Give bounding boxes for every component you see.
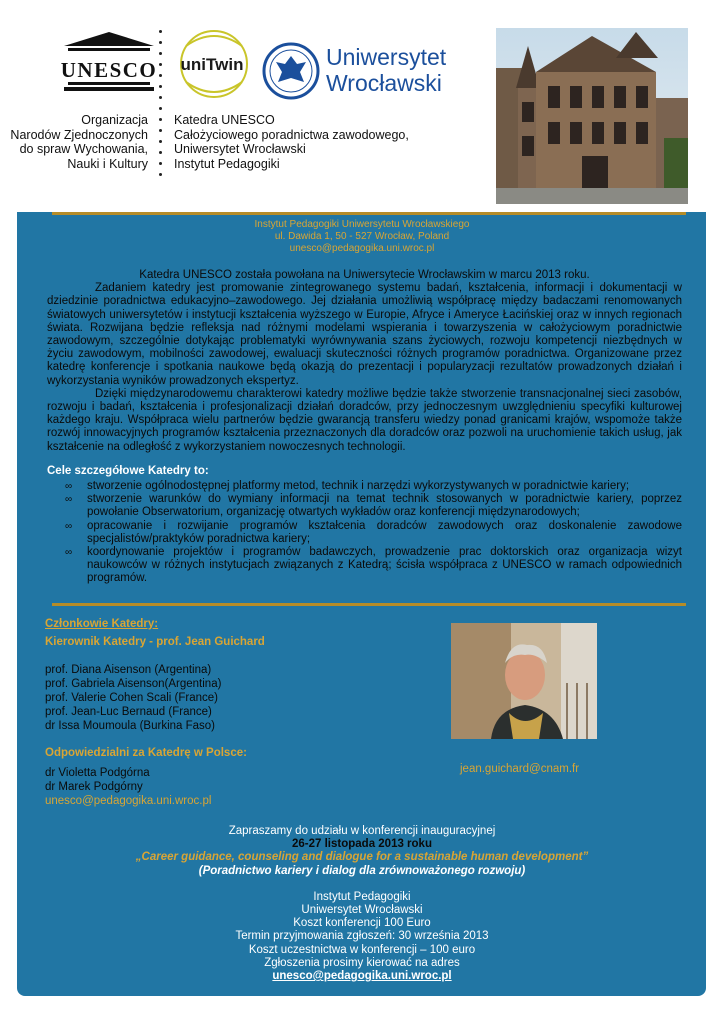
university-name-line: Uniwersytet	[326, 44, 447, 70]
katedra-line: Instytut Pedagogiki	[174, 156, 280, 171]
conference-cost: Koszt konferencji 100 Euro	[293, 917, 431, 930]
goal-item	[47, 493, 682, 519]
university-name	[326, 44, 446, 96]
university-building-photo	[496, 28, 688, 204]
unesco-logo	[60, 30, 158, 100]
participant-cost: Koszt uczestnictwa w konferencji – 100 euro	[248, 943, 476, 956]
goal-item	[47, 520, 682, 546]
unesco-logo-text: UNESCO	[60, 58, 158, 82]
header	[0, 0, 724, 212]
member-item: dr Issa Moumoula (Burkina Faso)	[45, 720, 216, 732]
institute-address	[0, 219, 724, 255]
intro-paragraph: Dzięki międzynarodowemu charakterowi katedry możliwe będzie także stworzenie transnacjonalnej sieci zasobów, rozwoju i badań, kształcenia i profesjonalizacji działań doradców, przy jednoczesnym uwzględnieniu specyfiki kulturowej każdego kraju. Współpraca wielu partnerów będzie gwarancją transferu wiedzy ponad granicami krajów, wspomoże także rozwój innowacyjnych programów kształcenia przeznaczonych dla doradców oraz pozwoli na uruchomienie takich usług, jak kształcenie na odległość z wykorzystaniem nowoczesnych technologii.	[47, 387, 682, 453]
org-line: Nauki i Kultury	[67, 156, 148, 171]
infinity-bullet-icon: ∞	[65, 494, 73, 506]
katedra-line: Całożyciowego poradnictwa zawodowego,	[174, 127, 409, 142]
main-text	[47, 269, 682, 586]
org-line: Organizacja	[81, 113, 148, 127]
conference-place: Uniwersytet Wrocławski	[301, 904, 423, 917]
org-line: do spraw Wychowania,	[19, 142, 148, 156]
conference-invite: Zapraszamy do udziału w konferencji inauguracyjnej	[228, 825, 496, 837]
poland-title: Odpowiedzialni za Katedrę w Polsce:	[45, 747, 247, 759]
university-name-line: Wrocławski	[326, 70, 442, 96]
conference-dates: 26-27 listopada 2013 roku	[292, 838, 432, 851]
members-section	[45, 617, 425, 808]
address-line: Instytut Pedagogiki Uniwersytetu Wrocławskiego	[254, 219, 470, 230]
gold-rule-middle	[52, 603, 686, 606]
poland-email-link[interactable]: unesco@pedagogika.uni.wroc.pl	[45, 795, 212, 807]
apply-text: Zgłoszenia prosimy kierować na adres	[264, 956, 460, 969]
goals-title: Cele szczegółowe Katedry to:	[47, 464, 209, 477]
members-title: Członkowie Katedry:	[45, 618, 159, 630]
unitwin-logo	[172, 26, 252, 102]
guichard-email-link[interactable]: jean.guichard@cnam.fr	[460, 763, 580, 775]
dotted-divider	[158, 30, 164, 186]
infinity-bullet-icon: ∞	[65, 481, 73, 493]
chair-head: Kierownik Katedry - prof. Jean Guichard	[45, 636, 265, 648]
conference-title-pl: (Poradnictwo kariery i dialog dla zrównoważonego rozwoju)	[198, 864, 526, 877]
org-line: Narodów Zjednoczonych	[10, 127, 148, 142]
university-seal-icon	[262, 42, 320, 100]
poland-member: dr Violetta Podgórna	[45, 767, 150, 779]
intro-paragraph: Katedra UNESCO została powołana na Uniwersytecie Wrocławskim w marcu 2013 roku.	[139, 269, 590, 281]
conference-deadline: Termin przyjmowania zgłoszeń: 30 września 2013	[235, 930, 489, 943]
goal-item	[47, 546, 682, 586]
goals-list	[47, 480, 682, 586]
address-email: unesco@pedagogika.uni.wroc.pl	[289, 243, 435, 254]
goal-text: stworzenie ogólnodostępnej platformy metod, technik i narzędzi wykorzystywanych w poradnictwie kariery;	[87, 480, 630, 493]
conference-place: Instytut Pedagogiki	[313, 890, 411, 903]
member-item: prof. Valerie Cohen Scali (France)	[45, 692, 218, 704]
goal-text: opracowanie i rozwijanie programów kształcenia doradców zawodowych oraz doskonalenie zawodowe specjalistów/praktyków poradnictwa kariery;	[87, 519, 682, 545]
goal-text: stworzenie warunków do wymiany informacji na temat technik stosowanych w poradnictwie kariery, poprzez powołanie Obserwatorium, organizację otwartych wykładów oraz konferencji międzynarodowych;	[87, 493, 682, 519]
intro-paragraph: Zadaniem katedry jest promowanie zintegrowanego systemu badań, kształcenia, informacji i dokumentacji w dziedzinie poradnictwa edukacyjno–zawodowego. Jej działania umożliwią współpracę między badaczami renomowanych światowych uniwersytetów i instytucji kształcenia wyższego w Europie, Afryce i Ameryce Łacińskiej oraz w innych regionach świata. Rozwijana będzie refleksja nad różnymi modelami wspierania i towarzyszenia w całożyciowym poradnictwie zawodowym, szczególnie dotykając problematyki wyrównywania szans życiowych, rozwoju kompetencji niezbędnych w życiu zawodowym, mobilności zawodowej, ewaluacji skuteczności różnych programów poradnictwa. Organizowane przez katedrę konferencje i spotkania naukowe będą okazją do prezentacji i popularyzacji rezultatów prowadzonych działań i wykorzystania wyników prowadzonych ekspertyz.	[47, 282, 682, 387]
address-line: ul. Dawida 1, 50 - 527 Wrocław, Poland	[274, 231, 450, 242]
poland-member: dr Marek Podgórny	[45, 781, 143, 793]
jean-guichard-photo	[451, 623, 597, 739]
conference-email-link[interactable]: unesco@pedagogika.uni.wroc.pl	[272, 970, 452, 983]
infinity-bullet-icon: ∞	[65, 547, 73, 559]
infinity-bullet-icon: ∞	[65, 520, 73, 532]
katedra-line: Uniwersytet Wrocławski	[174, 142, 306, 156]
conference-info	[0, 825, 724, 983]
goal-text: koordynowanie projektów i programów badawczych, prowadzenie prac doktorskich oraz organizacja wizyt naukowców w różnych instytucjach związanych z Katedrą; ścisła współpraca z UNESCO w ramach odpowiednich programów.	[87, 546, 682, 585]
katedra-name	[174, 113, 409, 171]
unitwin-text: uniTwin	[180, 55, 244, 74]
goal-item	[47, 480, 682, 493]
katedra-line: Katedra UNESCO	[174, 113, 275, 127]
member-item: prof. Gabriela Aisenson(Argentina)	[45, 678, 222, 690]
member-item: prof. Jean-Luc Bernaud (France)	[45, 706, 212, 718]
gold-rule-top	[52, 212, 686, 215]
organization-name	[10, 113, 148, 171]
conference-title-en: „Career guidance, counseling and dialogue for a sustainable human development”	[135, 851, 589, 864]
member-item: prof. Diana Aisenson (Argentina)	[45, 664, 212, 676]
